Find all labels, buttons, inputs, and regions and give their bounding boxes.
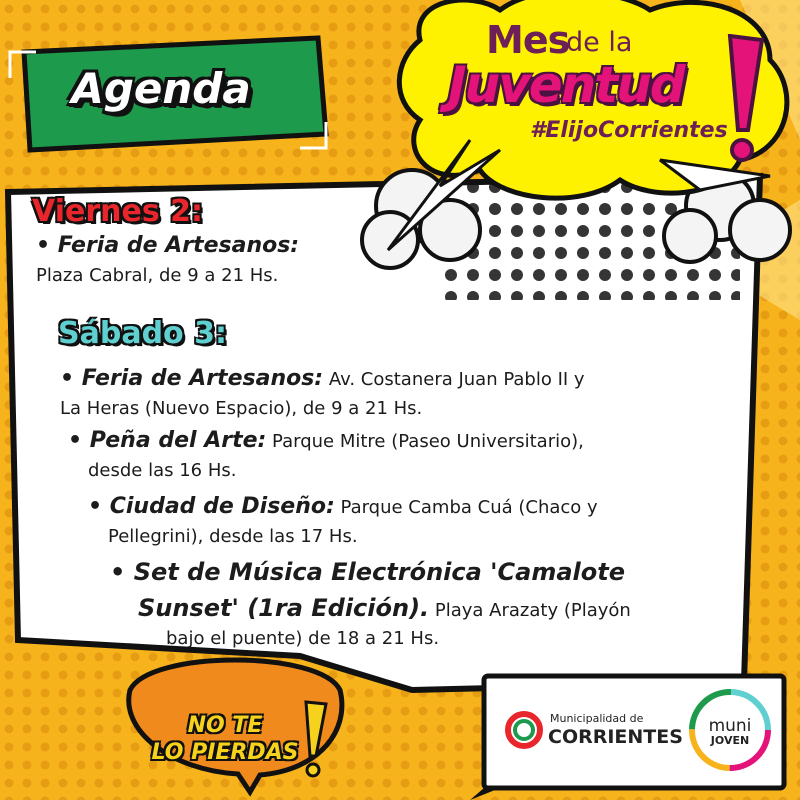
event-5-name: • Set de Música Electrónica 'Camalote — [110, 558, 625, 586]
event-4-detail: Pellegrini), desde las 17 Hs. — [108, 526, 358, 547]
logo-muni-text: muni — [708, 716, 752, 736]
logo-corrientes-text: CORRIENTES — [548, 726, 683, 748]
title-mes: Mes — [486, 18, 570, 62]
event-1-name: • Feria de Artesanos: — [36, 233, 300, 258]
event-4-line: • Ciudad de Diseño: Parque Camba Cuá (Chaco y — [88, 494, 598, 519]
badge-line-1: NO TE — [187, 713, 263, 738]
event-3-line: • Peña del Arte: Parque Mitre (Paseo Universitario), — [68, 428, 584, 453]
agenda-title: Agenda — [71, 64, 251, 113]
title-de-la: de la — [566, 27, 633, 58]
title-juventud: Juventud — [448, 56, 684, 114]
no-te-lo-pierdas-badge — [150, 712, 300, 766]
day-heading-sabado: Sábado 3: — [58, 316, 227, 351]
event-2-detail: La Heras (Nuevo Espacio), de 9 a 21 Hs. — [60, 398, 423, 419]
title-exclamation-icon — [724, 34, 764, 164]
badge-line-2: LO PIERDAS — [151, 740, 299, 765]
event-5-detail: bajo el puente) de 18 a 21 Hs. — [166, 628, 440, 649]
logo-joven-text: JOVEN — [710, 734, 750, 747]
badge-exclamation-icon — [300, 700, 328, 780]
event-1-detail: Plaza Cabral, de 9 a 21 Hs. — [36, 265, 279, 286]
event-5-line: Sunset' (1ra Edición). Playa Arazaty (Playón — [138, 594, 631, 622]
logo-municipalidad-text: Municipalidad de — [550, 712, 644, 725]
event-3-detail: desde las 16 Hs. — [88, 460, 237, 481]
event-2-line: • Feria de Artesanos: Av. Costanera Juan Pablo II y — [60, 366, 585, 391]
day-heading-viernes: Viernes 2: — [32, 194, 203, 229]
hashtag: #ElijoCorrientes — [530, 118, 728, 143]
